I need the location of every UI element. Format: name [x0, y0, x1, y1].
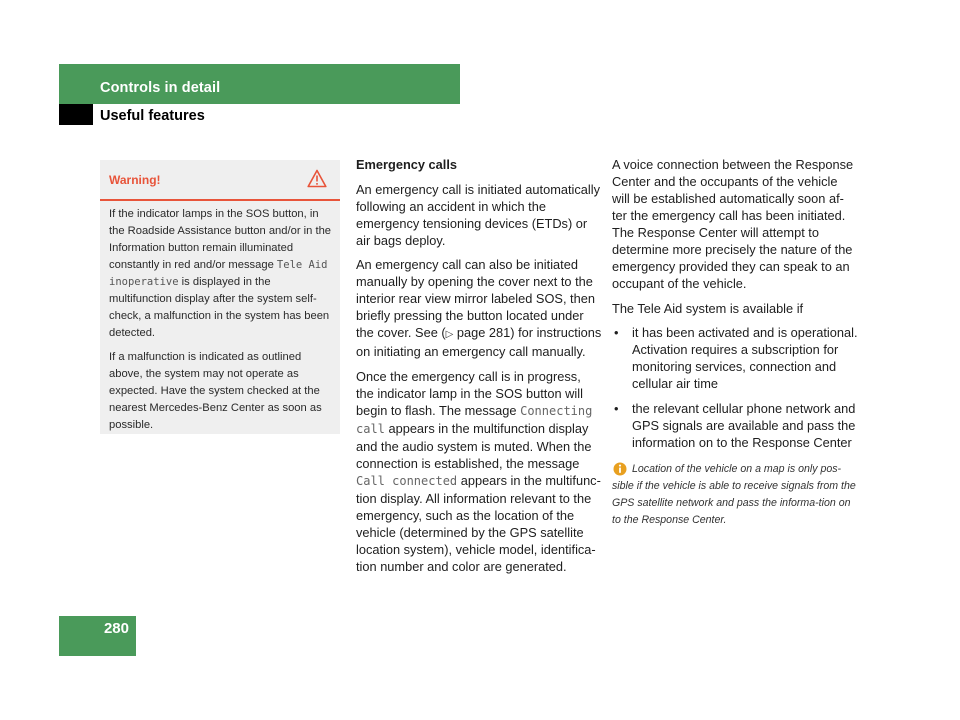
- warning-paragraph-1: [109, 206, 332, 342]
- page-reference-text: page 281) for instructions on initiating an emergency call manually.: [356, 325, 602, 359]
- info-note: [612, 461, 858, 529]
- bullet-icon: •: [614, 400, 619, 416]
- text-column-2: [612, 156, 858, 529]
- display-message-code: Call connected: [356, 473, 458, 488]
- section-heading: Emergency calls: [356, 157, 458, 172]
- list-item-text: it has been activated and is operational. Activation requires a subscription for monitoring services, connection and cellular air time: [632, 325, 858, 391]
- warning-body: [100, 201, 340, 434]
- paragraph-text: appears in the multifunc-tion display. All information relevant to the emergency, such as the location of the vehicle (determined by the GPS satellite location system), vehicle model, identifica-tion number and color are generated.: [356, 472, 601, 574]
- paragraph: A voice connection between the Response Center and the occupants of the vehicle will be established automatically soon af-ter the emergency call has been initiated. The Response Center will attempt to determine more precisely the nature of the emergency provided they can speak to an occupant of the vehicle.: [612, 157, 854, 291]
- list-item: [612, 324, 858, 392]
- paragraph-text: appears in the multifunction display and the audio system is muted. When the connection is established, the message: [356, 420, 592, 471]
- warning-text: is displayed in the multifunction display after the system self-check, a malfunction in the system has been detected.: [109, 276, 330, 339]
- list-item: [612, 400, 858, 451]
- display-message-code: Tele Aid inoperative: [109, 259, 328, 288]
- paragraph: An emergency call is initiated automatically following an accident in which the emergency tensioning devices (ETDs) or air bags deploy.: [356, 181, 600, 248]
- paragraph: The Tele Aid system is available if: [612, 300, 804, 316]
- warning-text: If the indicator lamps in the SOS button, in the Roadside Assistance button and/or in the Information button remain illuminated constantly in red and/or message: [109, 208, 332, 271]
- warning-title: Warning!: [109, 173, 161, 187]
- warning-header: [100, 160, 340, 201]
- page-number-tab: [59, 616, 136, 656]
- subsection-title: Useful features: [100, 108, 205, 124]
- paragraph: [356, 256, 602, 360]
- header-marker: [59, 104, 93, 125]
- list-item-text: the relevant cellular phone network and GPS signals are available and pass the information on to the Response Center: [632, 400, 856, 450]
- page-number: 280: [103, 620, 129, 637]
- bullet-icon: •: [614, 325, 619, 340]
- section-title: Controls in detail: [100, 80, 221, 96]
- page-reference-arrow-icon: ▷: [445, 329, 454, 340]
- warning-box: [100, 160, 340, 434]
- info-icon: [613, 462, 627, 482]
- paragraph-text: Once the emergency call is in progress, the indicator lamp in the SOS button will begin to flash. The message: [356, 368, 583, 418]
- display-message-code: Connecting call: [356, 403, 593, 436]
- text-column-1: [356, 156, 602, 582]
- warning-triangle-icon: [307, 169, 327, 193]
- info-note-text: Location of the vehicle on a map is only pos-sible if the vehicle is able to receive signals from the GPS satellite network and pass the informa-tion on to the Response Center.: [612, 462, 856, 526]
- bullet-list: [612, 324, 858, 451]
- warning-paragraph-2: If a malfunction is indicated as outlined above, the system may not operate as expected. Have the system checked at the nearest Mercedes-Benz Center as soon as possible.: [109, 351, 322, 431]
- paragraph: [356, 368, 602, 575]
- paragraph-text: An emergency call can also be initiated manually by opening the cover next to the interior rear view mirror labeled SOS, then briefly pressing the button located under the cover. See (: [356, 257, 595, 340]
